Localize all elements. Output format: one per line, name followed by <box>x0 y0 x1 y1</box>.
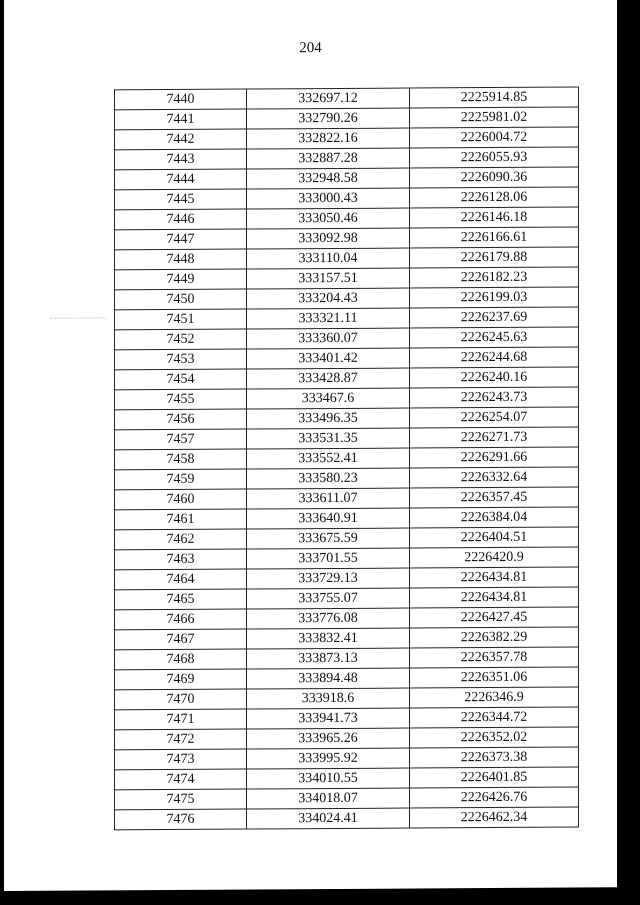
y-coordinate-cell: 2226245.63 <box>410 327 579 348</box>
table-row <box>115 727 579 750</box>
x-coordinate-cell: 334018.07 <box>247 788 410 809</box>
point-id-cell: 7449 <box>115 269 247 290</box>
x-coordinate-cell: 333755.07 <box>247 588 410 609</box>
point-id-cell: 7440 <box>115 89 247 110</box>
point-id-cell: 7471 <box>115 709 247 730</box>
table-row <box>115 127 579 150</box>
table-row <box>115 547 579 570</box>
point-id-cell: 7473 <box>115 749 247 770</box>
table-row <box>115 207 579 230</box>
point-id-cell: 7451 <box>115 309 247 330</box>
scan-mark <box>50 317 106 318</box>
table-row <box>115 767 579 790</box>
y-coordinate-cell: 2226271.73 <box>410 427 579 448</box>
point-id-cell: 7464 <box>115 569 247 590</box>
x-coordinate-cell: 333552.41 <box>247 448 410 469</box>
point-id-cell: 7452 <box>115 329 247 350</box>
point-id-cell: 7447 <box>115 229 247 250</box>
y-coordinate-cell: 2226427.45 <box>410 607 579 628</box>
y-coordinate-cell: 2226146.18 <box>410 207 579 228</box>
point-id-cell: 7468 <box>115 649 247 670</box>
x-coordinate-cell: 332887.28 <box>247 148 410 169</box>
point-id-cell: 7458 <box>115 449 247 470</box>
x-coordinate-cell: 333531.35 <box>247 428 410 449</box>
x-coordinate-cell: 333701.55 <box>247 548 410 569</box>
y-coordinate-cell: 2226420.9 <box>410 547 579 568</box>
y-coordinate-cell: 2226332.64 <box>410 467 579 488</box>
x-coordinate-cell: 333995.92 <box>247 748 410 769</box>
coordinates-table <box>114 86 579 830</box>
table-row <box>115 87 579 110</box>
x-coordinate-cell: 333204.43 <box>247 288 410 309</box>
y-coordinate-cell: 2226291.66 <box>410 447 579 468</box>
table-row <box>115 147 579 170</box>
y-coordinate-cell: 2226346.9 <box>410 687 579 708</box>
point-id-cell: 7469 <box>115 669 247 690</box>
y-coordinate-cell: 2226434.81 <box>410 567 579 588</box>
x-coordinate-cell: 333157.51 <box>247 268 410 289</box>
point-id-cell: 7445 <box>115 189 247 210</box>
x-coordinate-cell: 333776.08 <box>247 608 410 629</box>
x-coordinate-cell: 333000.43 <box>247 188 410 209</box>
x-coordinate-cell: 333611.07 <box>247 488 410 509</box>
point-id-cell: 7453 <box>115 349 247 370</box>
x-coordinate-cell: 333965.26 <box>247 728 410 749</box>
x-coordinate-cell: 334010.55 <box>247 768 410 789</box>
x-coordinate-cell: 333918.6 <box>247 688 410 709</box>
y-coordinate-cell: 2226401.85 <box>410 767 579 788</box>
point-id-cell: 7475 <box>115 789 247 810</box>
y-coordinate-cell: 2226240.16 <box>410 367 579 388</box>
table-row <box>115 247 579 270</box>
x-coordinate-cell: 332697.12 <box>247 88 410 109</box>
y-coordinate-cell: 2226462.34 <box>410 807 579 828</box>
table-row <box>115 507 579 530</box>
y-coordinate-cell: 2226382.29 <box>410 627 579 648</box>
point-id-cell: 7461 <box>115 509 247 530</box>
coordinates-table-body <box>115 87 579 830</box>
table-row <box>115 627 579 650</box>
x-coordinate-cell: 333092.98 <box>247 228 410 249</box>
point-id-cell: 7467 <box>115 629 247 650</box>
y-coordinate-cell: 2226244.68 <box>410 347 579 368</box>
table-row <box>115 587 579 610</box>
x-coordinate-cell: 333832.41 <box>247 628 410 649</box>
y-coordinate-cell: 2225914.85 <box>410 87 579 108</box>
point-id-cell: 7444 <box>115 169 247 190</box>
table-row <box>115 427 579 450</box>
y-coordinate-cell: 2226237.69 <box>410 307 579 328</box>
table-row <box>115 707 579 730</box>
point-id-cell: 7472 <box>115 729 247 750</box>
point-id-cell: 7459 <box>115 469 247 490</box>
x-coordinate-cell: 333580.23 <box>247 468 410 489</box>
table-row <box>115 227 579 250</box>
table-row <box>115 307 579 330</box>
point-id-cell: 7456 <box>115 409 247 430</box>
table-row <box>115 607 579 630</box>
point-id-cell: 7466 <box>115 609 247 630</box>
y-coordinate-cell: 2226344.72 <box>410 707 579 728</box>
table-row <box>115 187 579 210</box>
y-coordinate-cell: 2226128.06 <box>410 187 579 208</box>
x-coordinate-cell: 333894.48 <box>247 668 410 689</box>
table-row <box>115 687 579 710</box>
y-coordinate-cell: 2226179.88 <box>410 247 579 268</box>
y-coordinate-cell: 2226351.06 <box>410 667 579 688</box>
table-row <box>115 667 579 690</box>
table-row <box>115 167 579 190</box>
point-id-cell: 7455 <box>115 389 247 410</box>
y-coordinate-cell: 2226090.36 <box>410 167 579 188</box>
point-id-cell: 7450 <box>115 289 247 310</box>
point-id-cell: 7470 <box>115 689 247 710</box>
x-coordinate-cell: 333050.46 <box>247 208 410 229</box>
point-id-cell: 7454 <box>115 369 247 390</box>
x-coordinate-cell: 333321.11 <box>247 308 410 329</box>
point-id-cell: 7476 <box>115 809 247 830</box>
x-coordinate-cell: 332948.58 <box>247 168 410 189</box>
y-coordinate-cell: 2226166.61 <box>410 227 579 248</box>
point-id-cell: 7446 <box>115 209 247 230</box>
table-row <box>115 367 579 390</box>
table-row <box>115 527 579 550</box>
x-coordinate-cell: 333401.42 <box>247 348 410 369</box>
y-coordinate-cell: 2226199.03 <box>410 287 579 308</box>
point-id-cell: 7442 <box>115 129 247 150</box>
point-id-cell: 7463 <box>115 549 247 570</box>
y-coordinate-cell: 2225981.02 <box>410 107 579 128</box>
x-coordinate-cell: 333496.35 <box>247 408 410 429</box>
y-coordinate-cell: 2226384.04 <box>410 507 579 528</box>
x-coordinate-cell: 333360.07 <box>247 328 410 349</box>
x-coordinate-cell: 333467.6 <box>247 388 410 409</box>
point-id-cell: 7460 <box>115 489 247 510</box>
table-row <box>115 487 579 510</box>
table-row <box>115 807 579 830</box>
x-coordinate-cell: 333873.13 <box>247 648 410 669</box>
x-coordinate-cell: 333941.73 <box>247 708 410 729</box>
table-row <box>115 647 579 670</box>
table-row <box>115 787 579 810</box>
table-row <box>115 407 579 430</box>
y-coordinate-cell: 2226373.38 <box>410 747 579 768</box>
document-page <box>4 0 617 891</box>
table-row <box>115 467 579 490</box>
point-id-cell: 7474 <box>115 769 247 790</box>
x-coordinate-cell: 334024.41 <box>247 808 410 829</box>
point-id-cell: 7462 <box>115 529 247 550</box>
x-coordinate-cell: 333110.04 <box>247 248 410 269</box>
y-coordinate-cell: 2226055.93 <box>410 147 579 168</box>
table-row <box>115 287 579 310</box>
point-id-cell: 7448 <box>115 249 247 270</box>
y-coordinate-cell: 2226352.02 <box>410 727 579 748</box>
y-coordinate-cell: 2226434.81 <box>410 587 579 608</box>
y-coordinate-cell: 2226357.78 <box>410 647 579 668</box>
x-coordinate-cell: 332790.26 <box>247 108 410 129</box>
table-row <box>115 267 579 290</box>
y-coordinate-cell: 2226404.51 <box>410 527 579 548</box>
table-row <box>115 327 579 350</box>
y-coordinate-cell: 2226182.23 <box>410 267 579 288</box>
table-row <box>115 347 579 370</box>
y-coordinate-cell: 2226004.72 <box>410 127 579 148</box>
page-number: 204 <box>299 40 322 57</box>
y-coordinate-cell: 2226243.73 <box>410 387 579 408</box>
y-coordinate-cell: 2226426.76 <box>410 787 579 808</box>
table-row <box>115 107 579 130</box>
point-id-cell: 7457 <box>115 429 247 450</box>
table-row <box>115 747 579 770</box>
x-coordinate-cell: 333428.87 <box>247 368 410 389</box>
x-coordinate-cell: 333640.91 <box>247 508 410 529</box>
point-id-cell: 7443 <box>115 149 247 170</box>
y-coordinate-cell: 2226254.07 <box>410 407 579 428</box>
table-row <box>115 387 579 410</box>
point-id-cell: 7441 <box>115 109 247 130</box>
table-row <box>115 567 579 590</box>
point-id-cell: 7465 <box>115 589 247 610</box>
x-coordinate-cell: 333675.59 <box>247 528 410 549</box>
table-row <box>115 447 579 470</box>
x-coordinate-cell: 333729.13 <box>247 568 410 589</box>
x-coordinate-cell: 332822.16 <box>247 128 410 149</box>
y-coordinate-cell: 2226357.45 <box>410 487 579 508</box>
